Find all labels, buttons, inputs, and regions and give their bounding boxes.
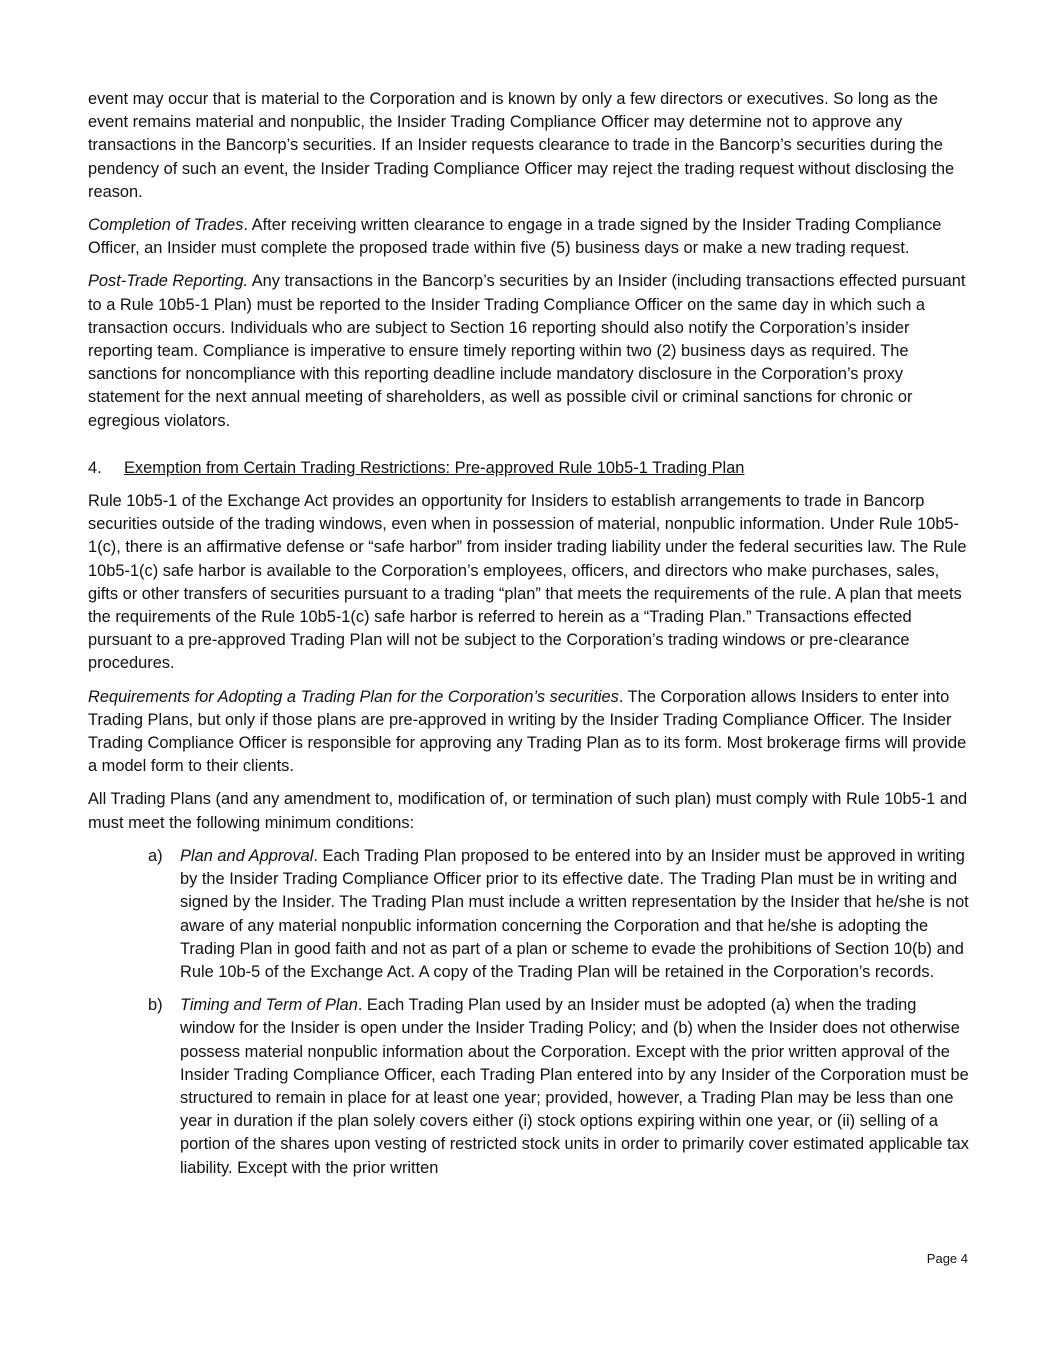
section-title: Exemption from Certain Trading Restrictions: Pre-approved Rule 10b5-1 Trading Plan (124, 458, 745, 477)
list-marker: a) (148, 846, 163, 865)
paragraph-post-trade-reporting (88, 270, 970, 432)
paragraph-minimum-conditions: All Trading Plans (and any amendment to, modification of, or termination of such plan) must comply with Rule 10b5-1 and must meet the following minimum conditions: (88, 790, 968, 832)
paragraph-event-materiality: event may occur that is material to the Corporation and is known by only a few directors or executives. So long as the event remains material and nonpublic, the Insider Trading Compliance Officer may determine not to approve any transactions in the Bancorp’s securities. If an Insider requests clearance to trade in the Bancorp’s securities during the pendency of such an event, the Insider Trading Compliance Officer may reject the trading request without disclosing the reason. (88, 90, 955, 201)
section-4-heading (88, 457, 970, 480)
paragraph-rule-10b5-1-overview: Rule 10b5-1 of the Exchange Act provides an opportunity for Insiders to establish arrangements to trade in Bancorp securities outside of the trading windows, even when in possession of material, nonpublic information. Under Rule 10b5-1(c), there is an affirmative defense or “safe harbor” from insider trading liability under the federal securities law. The Rule 10b5-1(c) safe harbor is available to the Corporation’s employees, officers, and directors who make purchases, sales, gifts or other transfers of securities pursuant to a trading “plan” that meets the requirements of the rule. A plan that meets the requirements of the Rule 10b5-1(c) safe harbor is referred to herein as a “Trading Plan.” Transactions effected pursuant to a pre-approved Trading Plan will not be subject to the Corporation’s trading windows or pre-clearance procedures. (88, 492, 967, 673)
list-item-heading: Plan and Approval (180, 846, 314, 865)
list-item-text: . Each Trading Plan used by an Insider must be adopted (a) when the trading window for the Insider is open under the Insider Trading Policy; and (b) when the Insider does not otherwise possess material nonpublic information about the Corporation. Except with the prior written approval of the Insider Trading Compliance Officer, each Trading Plan entered into by any Insider of the Corporation must be structured to remain in place for at least one year; provided, however, a Trading Plan may be less than one year in duration if the plan solely covers either (i) stock options expiring within one year, or (ii) selling of a portion of the shares upon vesting of restricted stock units in order to primarily cover estimated applicable tax liability. Except with the prior written (180, 996, 969, 1177)
list-item-text: . Each Trading Plan proposed to be entered into by an Insider must be approved in writing by the Insider Trading Compliance Officer prior to its effective date. The Trading Plan must be in writing and signed by the Insider. The Trading Plan must include a written representation by the Insider that he/she is not aware of any material nonpublic information concerning the Corporation and that he/she is adopting the Trading Plan in good faith and not as part of a plan or scheme to evade the prohibitions of Section 10(b) and Rule 10b-5 of the Exchange Act. A copy of the Trading Plan will be retained in the Corporation’s records. (180, 846, 969, 981)
completion-of-trades-heading: Completion of Trades (88, 216, 244, 235)
requirements-heading: Requirements for Adopting a Trading Plan for the Corporation’s securities (88, 687, 619, 706)
list-marker: b) (148, 996, 163, 1015)
document-page (88, 88, 970, 1190)
post-trade-reporting-text: Any transactions in the Bancorp’s securities by an Insider (including transactions effected pursuant to a Rule 10b5-1 Plan) must be reported to the Insider Trading Compliance Officer on the same day in which such a transaction occurs. Individuals who are subject to Section 16 reporting should also notify the Corporation’s insider reporting team. Compliance is imperative to ensure timely reporting within two (2) business days as required. The sanctions for noncompliance with this reporting deadline include mandatory disclosure in the Corporation’s proxy statement for the next annual meeting of shareholders, as well as possible civil or criminal sanctions for chronic or egregious violators. (88, 272, 966, 430)
page-number: Page 4 (926, 1251, 968, 1266)
paragraph-completion-of-trades (88, 214, 970, 260)
completion-of-trades-text: . After receiving written clearance to engage in a trade signed by the Insider Trading Compliance Officer, an Insider must complete the proposed trade within five (5) business days or make a new trading request. (88, 216, 942, 258)
paragraph-requirements-trading-plan (88, 686, 970, 779)
post-trade-reporting-heading: Post-Trade Reporting. (88, 272, 249, 291)
section-number: 4. (88, 458, 102, 477)
list-item-timing-and-term (88, 994, 970, 1180)
requirements-text: . The Corporation allows Insiders to enter into Trading Plans, but only if those plans are pre-approved in writing by the Insider Trading Compliance Officer. The Insider Trading Compliance Officer is responsible for approving any Trading Plan as to its form. Most brokerage firms will provide a model form to their clients. (88, 687, 967, 776)
list-item-plan-and-approval (88, 845, 970, 984)
list-item-heading: Timing and Term of Plan (180, 996, 358, 1015)
